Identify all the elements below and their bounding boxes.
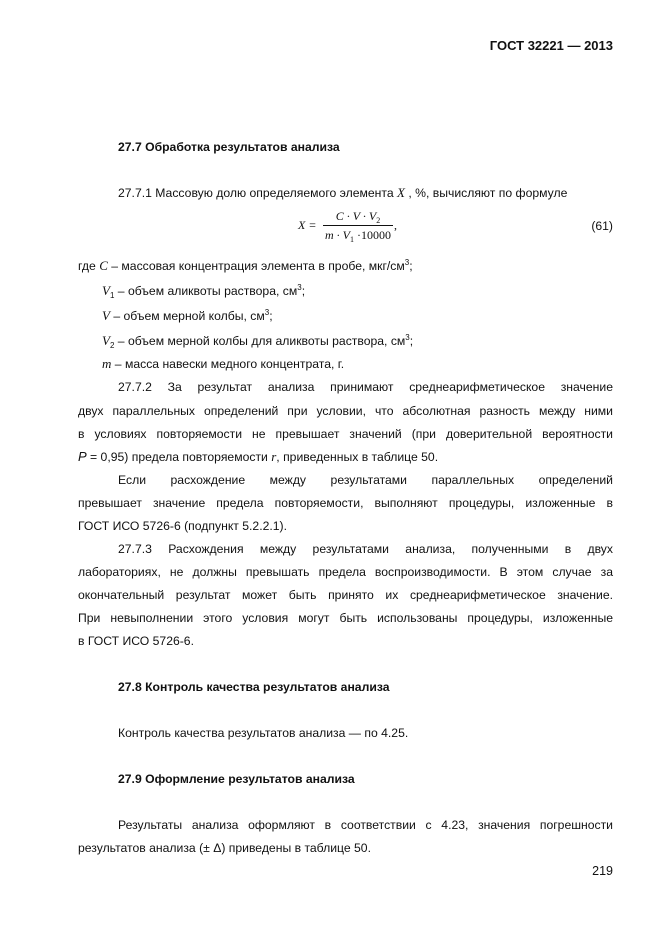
where-item-m: m – масса навески медного концентрата, г.	[102, 356, 345, 371]
p4-line-4: При невыполнении этого условия могут быть использованы процедуры, изложенные	[78, 611, 613, 625]
p2-line-3: в условиях повторяемости не превышает значений (при доверительной вероятности	[78, 427, 613, 441]
p4-line-5: в ГОСТ ИСО 5726-6.	[78, 634, 194, 648]
paragraph-27-7-1	[118, 185, 567, 201]
where-item-v1: $V_1$ – объем аликвоты раствора, $см^3$;	[102, 283, 306, 300]
formula-numerator: $C \cdot V \cdot V_2$	[335, 209, 381, 225]
p4-line-2: лабораториях, не должны превышать предела воспроизводимости. В этом случае за	[78, 565, 613, 579]
p3-line-3: ГОСТ ИСО 5726-6 (подпункт 5.2.2.1).	[78, 519, 287, 533]
page-number: 219	[592, 864, 613, 878]
p1-post: , %, вычисляют по формуле	[404, 186, 568, 200]
formula-lhs: X =	[298, 218, 317, 232]
where-item-v2: $V_2$ – объем мерной колбы для аликвоты раствора, $см^3$;	[102, 333, 414, 350]
p5-line-2: результатов анализа (± Δ) приведены в таблице 50.	[78, 841, 371, 855]
p1-pre: 27.7.1 Массовую долю определяемого элемента	[118, 186, 398, 200]
p3-line-1: Если расхождение между результатами параллельных определений	[118, 473, 613, 487]
formula-61	[298, 208, 408, 244]
paragraph-27-8: Контроль качества результатов анализа — по 4.25.	[118, 726, 409, 740]
var-x: X	[397, 185, 405, 200]
where-item-v: V – объем мерной колбы, $см^3$;	[102, 308, 273, 323]
where-item-c: где C – массовая концентрация элемента в пробе, мкг/$см^3$;	[78, 258, 413, 273]
formula-comma: ,	[394, 218, 397, 232]
section-heading-27-7: 27.7 Обработка результатов анализа	[118, 140, 340, 154]
section-heading-27-9: 27.9 Оформление результатов анализа	[118, 772, 355, 786]
p2-line-1: 27.7.2 За результат анализа принимают среднеарифметическое значение	[118, 380, 613, 394]
p2-line-4: P = 0,95) предела повторяемости r, приведенных в таблице 50.	[78, 449, 439, 464]
section-heading-27-8: 27.8 Контроль качества результатов анализа	[118, 680, 390, 694]
equation-number: (61)	[591, 219, 613, 233]
formula-fraction	[323, 208, 393, 243]
p4-line-3: окончательный результат может быть принято их среднеарифметическое значение.	[78, 588, 613, 602]
p4-line-1: 27.7.3 Расхождения между результатами анализа, полученными в двух	[118, 542, 613, 556]
p3-line-2: превышает значение предела повторяемости, выполняют процедуры, изложенные в	[78, 496, 613, 510]
fraction-bar	[323, 225, 393, 226]
p5-line-1: Результаты анализа оформляют в соответствии с 4.23, значения погрешности	[118, 818, 613, 832]
formula-denominator: $m \cdot V_1 \cdot 10000$	[325, 228, 391, 244]
document-header: ГОСТ 32221 — 2013	[489, 38, 613, 53]
p2-line-2: двух параллельных определений при условии, что абсолютная разность между ними	[78, 404, 613, 418]
